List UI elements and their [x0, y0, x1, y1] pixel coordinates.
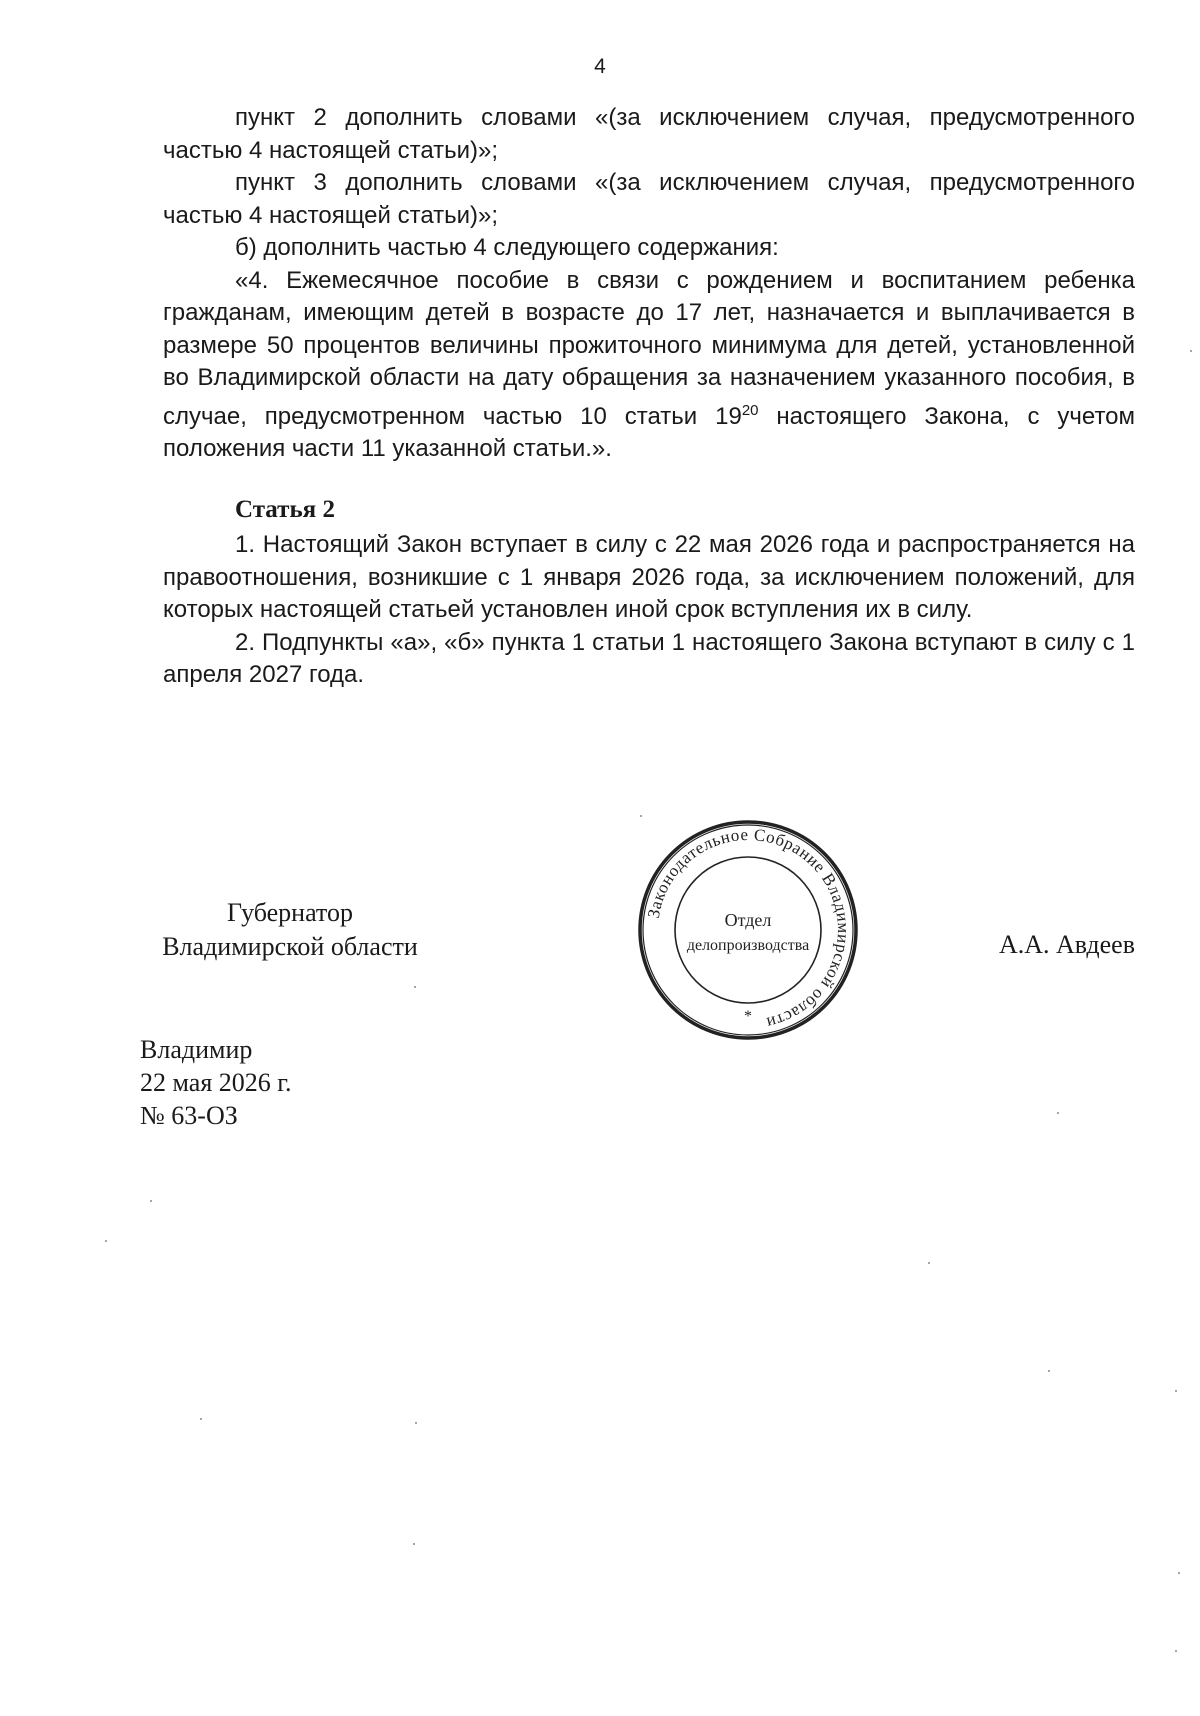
part-4-text: «4. Ежемесячное пособие в связи с рождением и воспитанием ребенка гражданам, имеющим детей в возрасте до 17 лет, назначается и выплачивается в размере 50 процентов величины прожиточного минимума для детей, установленной во Владимирской области на дату обращения за назначением указанного пособия, в случае, предусмотренном частью 10 статьи 19: [163, 266, 1135, 430]
signatory-name: А.А. Авдеев: [998, 930, 1135, 959]
scan-speck: [415, 1422, 417, 1424]
seal-ring-textpath: Законодательное Собрание Владимирской области: [643, 824, 854, 1033]
paragraph-subpoint-b: б) дополнить частью 4 следующего содержания:: [235, 234, 779, 261]
scan-speck: [1048, 1370, 1050, 1372]
scan-speck: [414, 986, 416, 988]
scan-speck: [200, 1418, 202, 1420]
page-number: 4: [594, 55, 606, 78]
seal-center-line-2: делопроизводства: [686, 937, 810, 954]
part-4-text-end: настоящего Закона, с учетом положения части 11 указанной статьи.».: [163, 402, 1136, 462]
signing-date: 22 мая 2026 г.: [140, 1068, 292, 1097]
article-2-heading: Статья 2: [235, 496, 335, 523]
part-4-superscript: 20: [741, 401, 759, 419]
paragraph-punkt-3: пункт 3 дополнить словами «(за исключением случая, предусмотренного частью 4 настоящей статьи)»;: [163, 169, 1135, 229]
scan-speck: [150, 1200, 152, 1202]
scan-speck: [1175, 1390, 1177, 1392]
seal-center-line-1: Отдел: [724, 910, 772, 930]
signatory-title-line-2: Владимирской области: [162, 932, 418, 961]
scan-speck: [1175, 1650, 1177, 1652]
scan-speck: [413, 1543, 415, 1545]
signing-city: Владимир: [140, 1035, 253, 1064]
article-2-paragraph-1: 1. Настоящий Закон вступает в силу с 22 мая 2026 года и распространяется на правоотношения, возникшие с 1 января 2026 года, за исключением положений, для которых настоящей статьей установлен иной срок вступления их в силу.: [163, 531, 1135, 623]
article-2-body: [163, 529, 1135, 692]
scan-speck: [928, 1262, 930, 1264]
scan-speck: [1178, 1572, 1180, 1574]
paragraph-part-4: [163, 265, 1135, 466]
scan-speck: [105, 1240, 107, 1242]
seal-star: *: [744, 1008, 752, 1025]
paragraph-punkt-2: пункт 2 дополнить словами «(за исключением случая, предусмотренного частью 4 настоящей статьи)»;: [163, 104, 1135, 164]
signatory-title: [140, 896, 440, 964]
signatory-title-line-1: Губернатор: [227, 898, 353, 927]
scan-speck: [640, 815, 642, 817]
scan-speck: [1057, 1112, 1059, 1114]
article-2-paragraph-2: 2. Подпункты «а», «б» пункта 1 статьи 1 настоящего Закона вступают в силу с 1 апреля 2027 года.: [163, 628, 1135, 688]
document-footer: [140, 1033, 292, 1132]
scan-speck: [1190, 350, 1192, 352]
article1-continuation: [163, 102, 1135, 466]
law-number: № 63-ОЗ: [140, 1101, 238, 1130]
official-seal: [636, 818, 860, 1042]
